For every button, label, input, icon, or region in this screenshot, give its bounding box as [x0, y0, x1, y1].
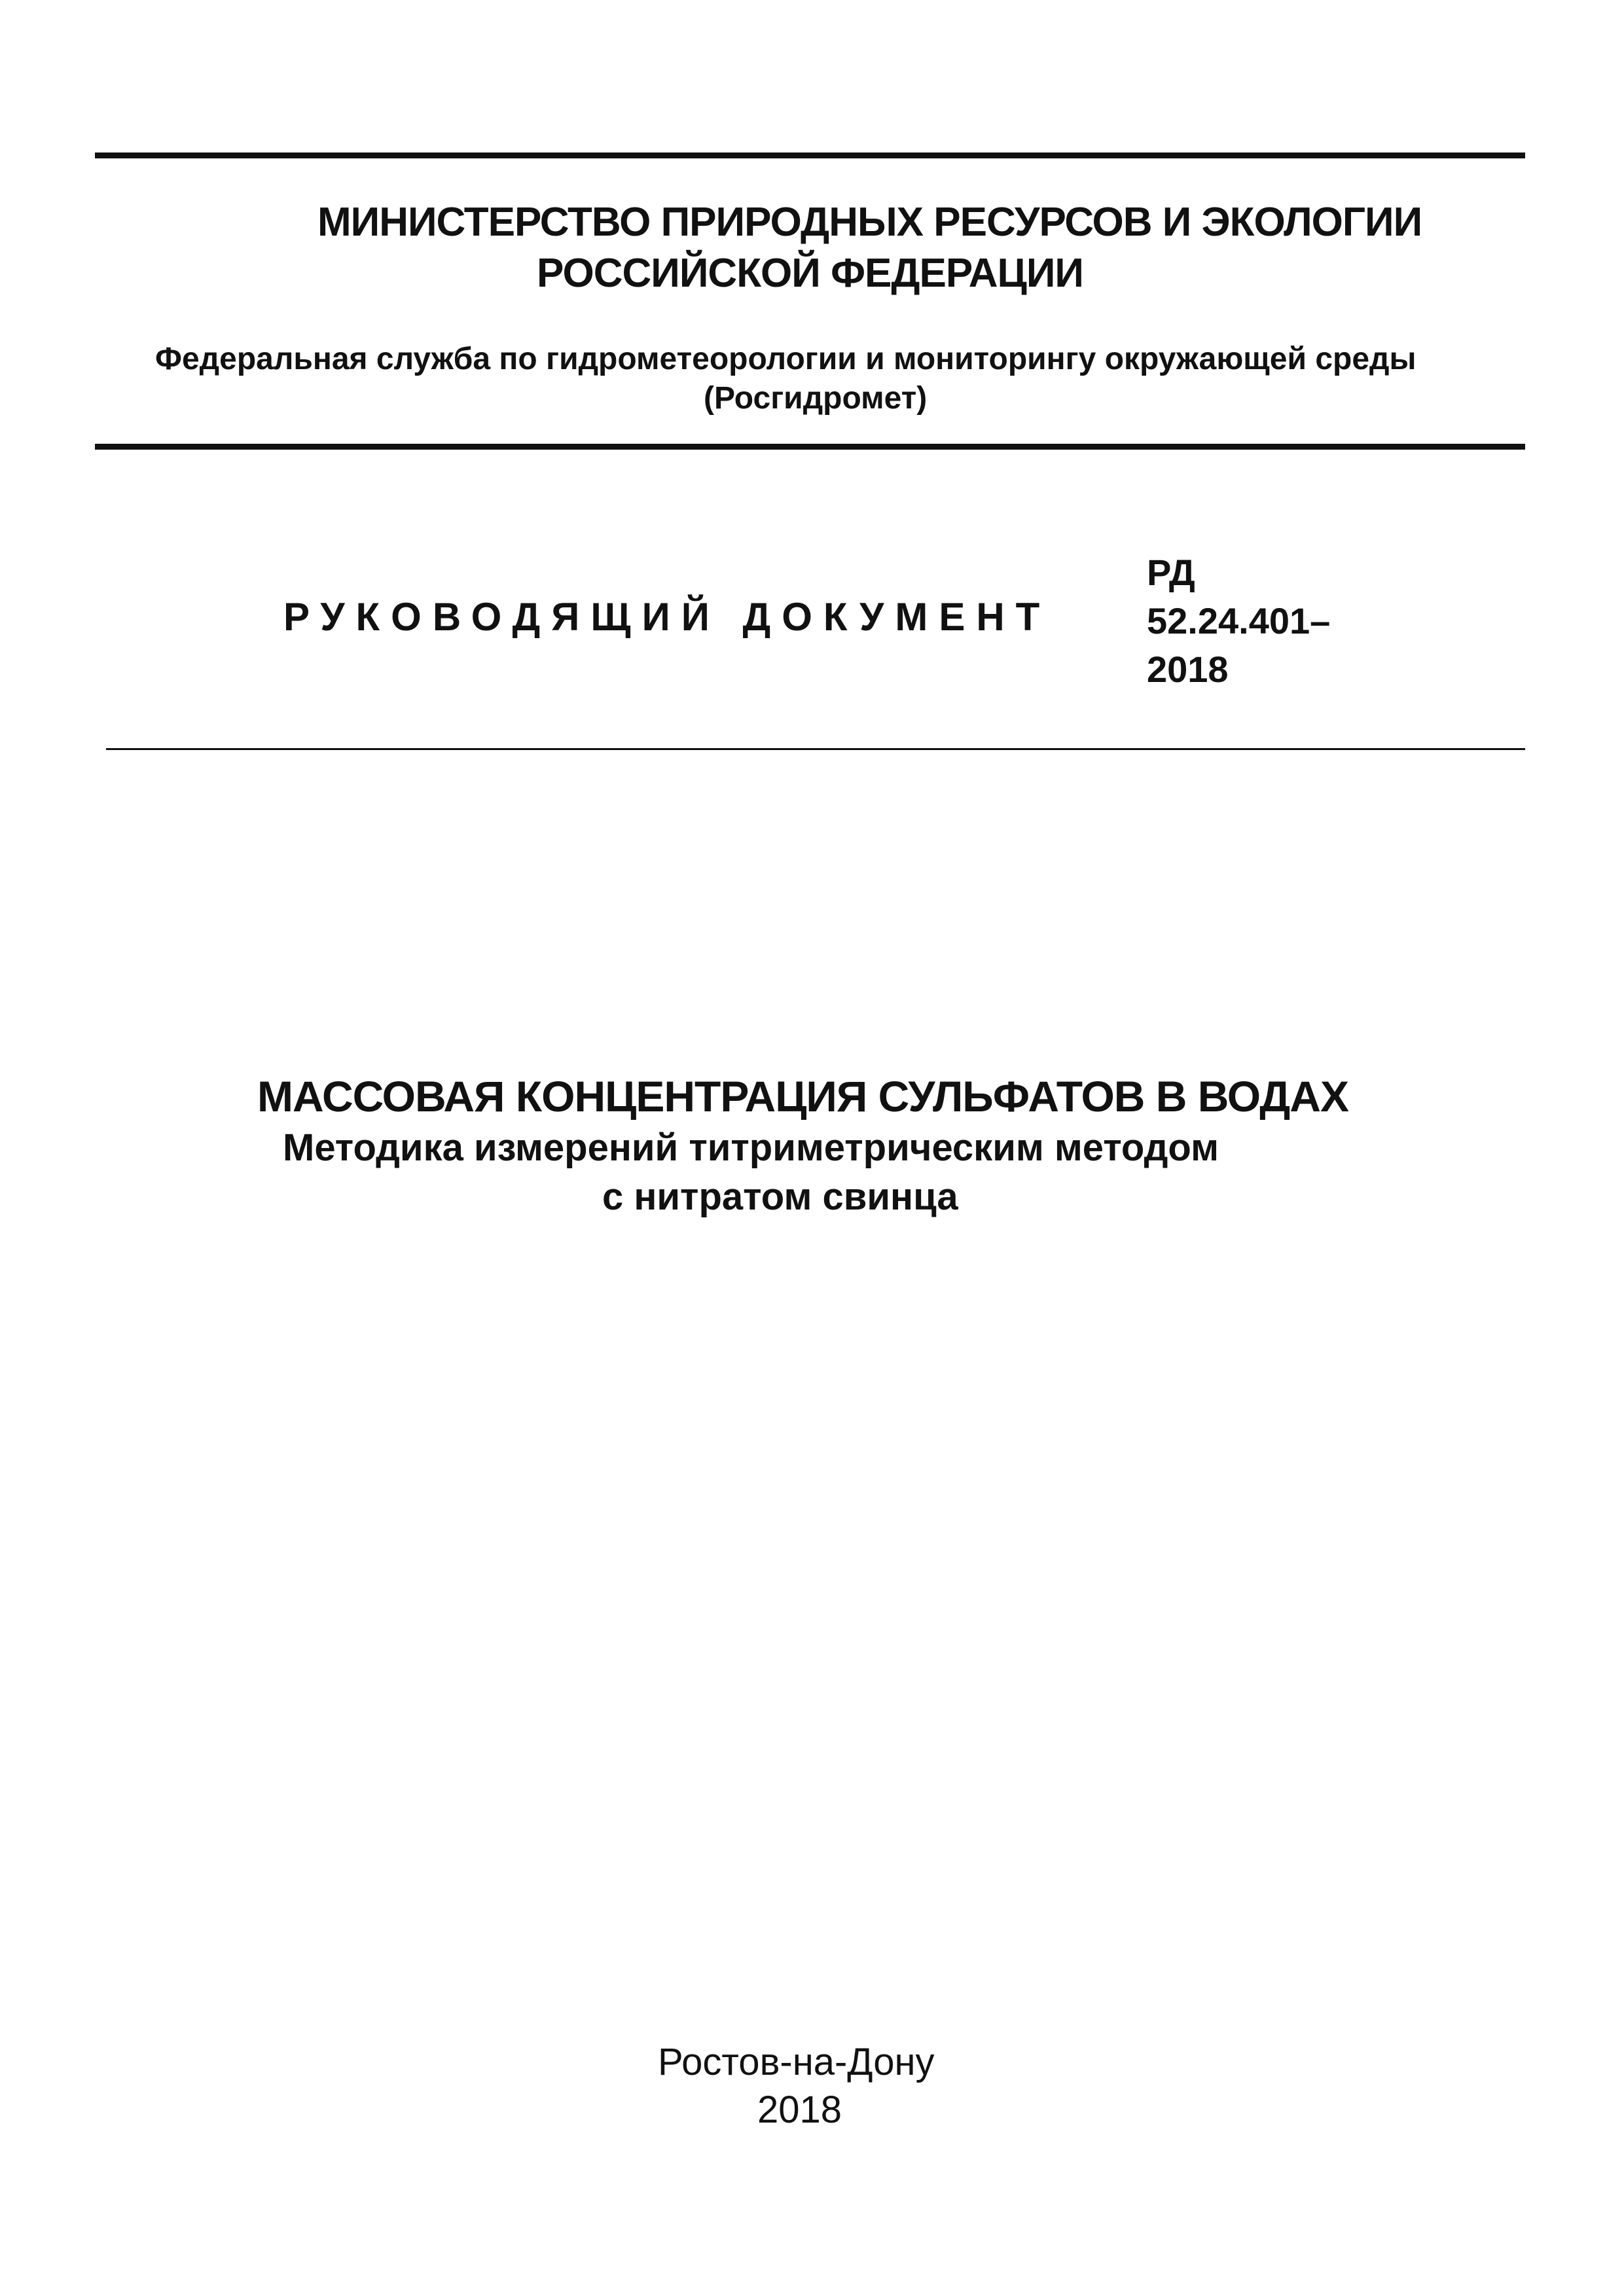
federal-service-abbreviation: (Росгидромет) — [704, 381, 928, 416]
top-divider — [95, 152, 1525, 158]
document-subtitle-line2: с нитратом свинца — [602, 1175, 958, 1218]
document-subtitle-line1: Методика измерений титриметрическим методом — [283, 1126, 1219, 1169]
document-title: МАССОВАЯ КОНЦЕНТРАЦИЯ СУЛЬФАТОВ В ВОДАХ — [257, 1072, 1348, 1121]
ministry-name-line2: РОССИЙСКОЙ ФЕДЕРАЦИИ — [537, 251, 1083, 296]
header-divider — [95, 444, 1525, 450]
thin-divider — [106, 748, 1525, 750]
document-type-label: РУКОВОДЯЩИЙ ДОКУМЕНТ — [283, 595, 1051, 639]
document-code: РД 52.24.401– 2018 — [1147, 552, 1331, 690]
federal-service-name: Федеральная служба по гидрометеорологии и мониторингу окружающей среды — [155, 342, 1416, 376]
publication-place: Ростов-на-Дону — [658, 2041, 935, 2083]
publication-year: 2018 — [757, 2089, 842, 2131]
ministry-name-line1: МИНИСТЕРСТВО ПРИРОДНЫХ РЕСУРСОВ И ЭКОЛОГИИ — [317, 200, 1422, 245]
